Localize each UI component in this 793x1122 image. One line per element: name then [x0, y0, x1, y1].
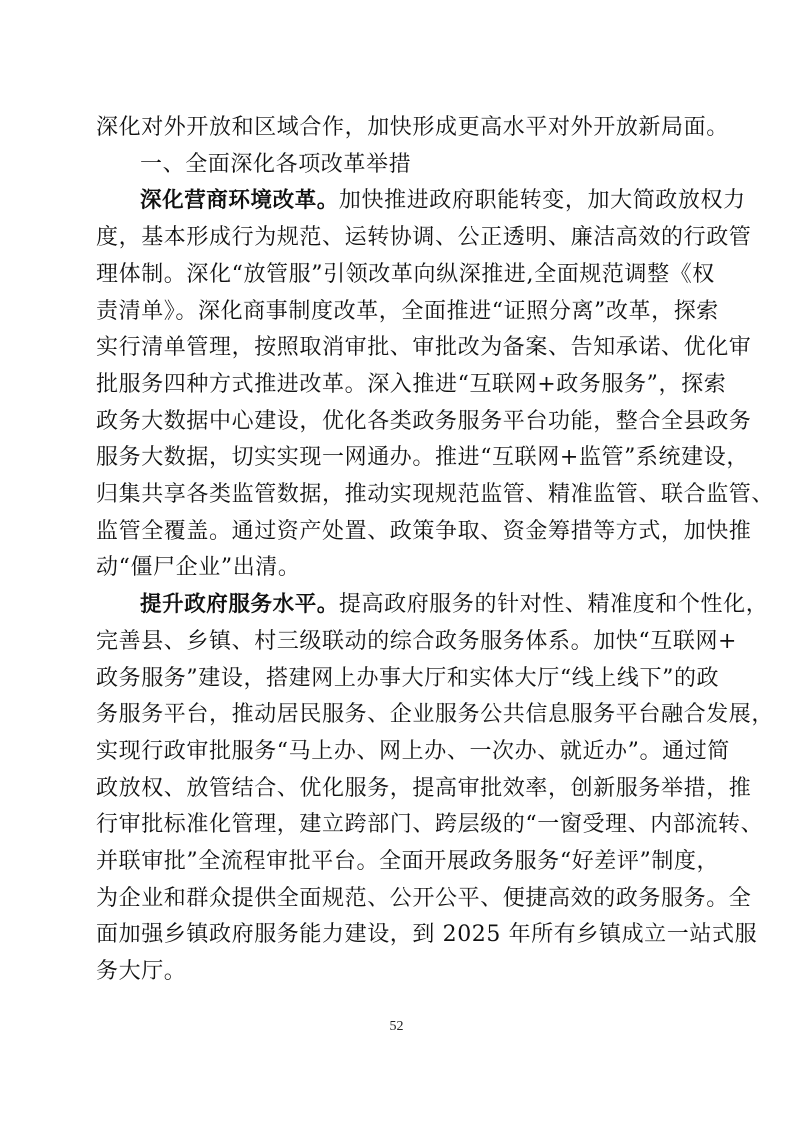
text-line: [96, 774, 752, 804]
text-line: [140, 590, 769, 620]
line-text: 实行清单管理，按照取消审批、审批改为备案、告知承诺、优化审: [96, 335, 752, 360]
text-line: [96, 370, 727, 400]
text-line: [96, 553, 712, 583]
line-text: 实现行政审批服务“马上办、网上办、一次办、就近办”。通过简: [96, 739, 730, 764]
text-line: [96, 260, 715, 290]
line-text: 行审批标准化管理，建立跨部门、跨层级的“一窗受理、内部流转、: [96, 812, 764, 837]
line-text: 为企业和群众提供全面规范、公开公平、便捷高效的政务服务。全: [96, 886, 752, 911]
line-text: 动“僵尸企业”出清。: [96, 555, 301, 580]
text-line: [96, 480, 775, 510]
text-line: [96, 297, 719, 327]
text-line: [96, 333, 752, 363]
line-text: 度，基本形成行为规范、运转协调、公正透明、廉洁高效的行政管: [96, 225, 752, 250]
text-line: [96, 700, 775, 730]
text-line: [96, 737, 730, 767]
line-text: 深化对外开放和区域合作，加快形成更高水平对外开放新局面。: [96, 115, 729, 140]
text-line: [96, 443, 749, 473]
text-line: [140, 186, 746, 216]
line-text: 提高政府服务的针对性、精准度和个性化，: [338, 592, 769, 617]
text-line: [96, 407, 752, 437]
text-line: [96, 957, 712, 987]
line-text: 面加强乡镇政府服务能力建设，到 2025 年所有乡镇成立一站式服: [96, 922, 758, 947]
text-line: [96, 810, 764, 840]
text-line: [96, 113, 729, 143]
line-text: 务服务平台，推动居民服务、企业服务公共信息服务平台融合发展，: [96, 702, 775, 727]
line-text: 完善县、乡镇、村三级联动的综合政务服务体系。加快“互联网+: [96, 629, 738, 654]
section-heading: [140, 150, 712, 180]
text-line: [96, 664, 720, 694]
text-line: [96, 884, 752, 914]
page-number: 52: [389, 1019, 404, 1034]
line-text: 务大厅。: [96, 959, 187, 984]
line-text: 责清单》。深化商事制度改革，全面推进“证照分离”改革，探索: [96, 299, 719, 324]
line-text: 批服务四种方式推进改革。深入推进“互联网+政务服务”，探索: [96, 372, 727, 397]
line-text: 理体制。深化“放管服”引领改革向纵深推进,全面规范调整《权: [96, 262, 715, 287]
text-line: [96, 517, 752, 547]
text-line: [96, 223, 752, 253]
line-text: 监管全覆盖。通过资产处置、政策争取、资金筹措等方式，加快推: [96, 519, 752, 544]
text-line: [96, 627, 738, 657]
line-text: 政务服务”建设，搭建网上办事大厅和实体大厅“线上线下”的政: [96, 666, 720, 691]
text-line: [96, 920, 758, 950]
line-text: 加快推进政府职能转变，加大简政放权力: [338, 188, 746, 213]
line-text: 归集共享各类监管数据，推动实现规范监管、精准监管、联合监管、: [96, 482, 775, 507]
line-text: 政务大数据中心建设，优化各类政务服务平台功能，整合全县政务: [96, 409, 752, 434]
section-heading-text: 一、全面深化各项改革举措: [140, 152, 412, 177]
line-text: 政放权、放管结合、优化服务，提高审批效率，创新服务举措，推: [96, 776, 752, 801]
line-text: 并联审批”全流程审批平台。全面开展政务服务“好差评”制度，: [96, 849, 720, 874]
paragraph-lead: 深化营商环境改革。: [140, 188, 339, 213]
text-line: [96, 847, 720, 877]
paragraph-lead: 提升政府服务水平。: [140, 592, 339, 617]
line-text: 服务大数据，切实实现一网通办。推进“互联网+监管”系统建设，: [96, 445, 749, 470]
